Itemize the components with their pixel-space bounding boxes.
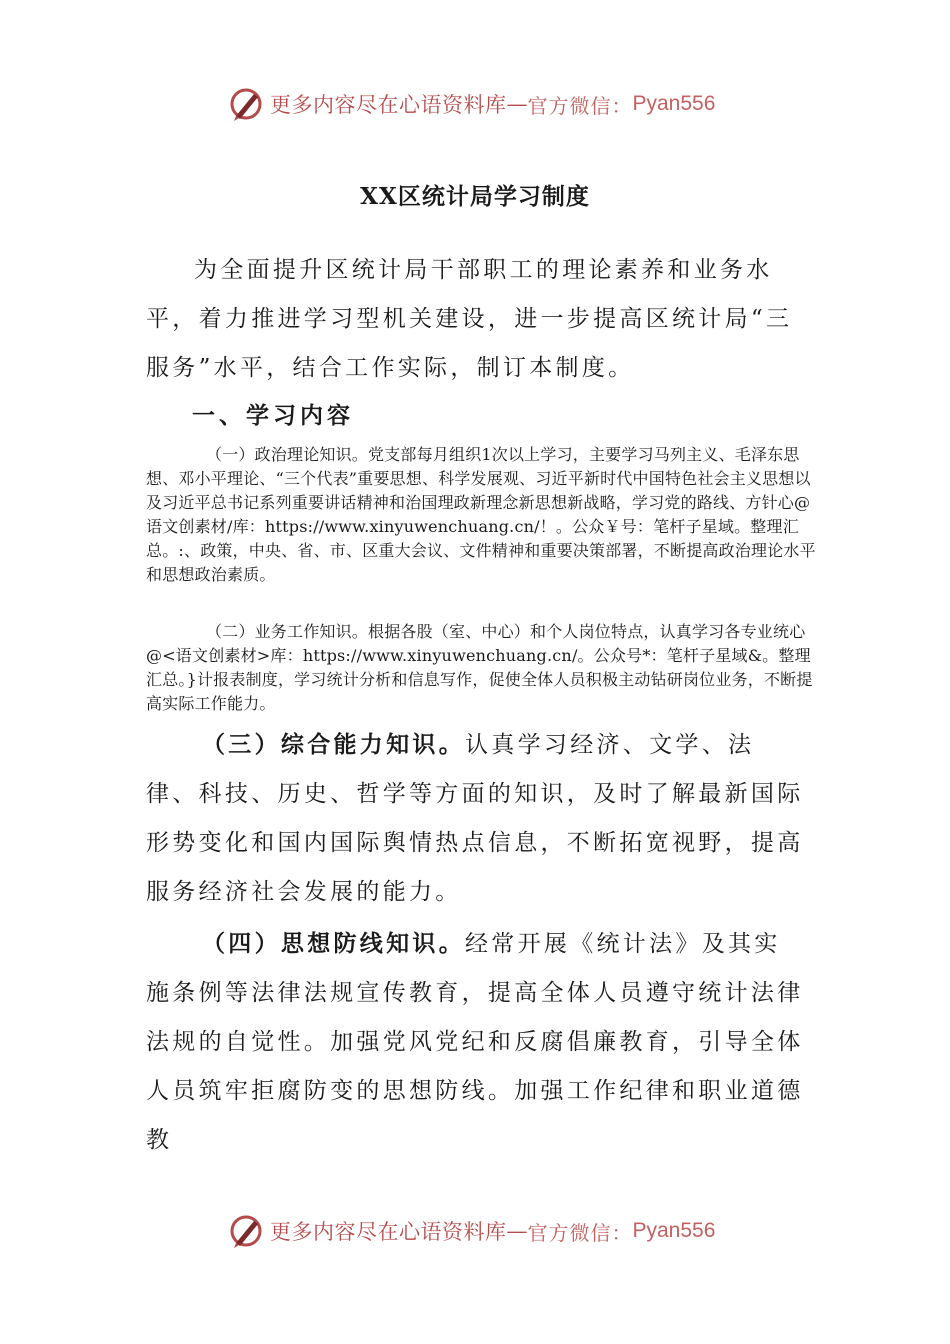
intro-paragraph: 为全面提升区统计局干部职工的理论素养和业务水平，着力推进学习型机关建设，进一步提高区统计局“三服务”水平，结合工作实际，制订本制度。 xyxy=(146,257,793,381)
pen-logo-icon xyxy=(228,86,264,122)
item-business-knowledge: （二）业务工作知识。根据各股（室、中心）和个人岗位特点，认真学习各专业统心@<语文创素材>库：https://www.xinyuwenchuang.cn/。公众号*：笔杆子星域&。整理汇总。}计报表制度，学习统计分析和信息写作，促使全体人员积极主动钻研岗位业务，不断提高实际工作能力。 xyxy=(146,622,813,713)
banner-wechat-label: 官方微信： xyxy=(527,1220,633,1245)
header-banner xyxy=(228,84,748,124)
banner-dash: — xyxy=(506,1219,528,1243)
banner-wechat-id: Pyan556 xyxy=(632,92,716,115)
item-label: （四）思想防线知识。 xyxy=(202,930,465,957)
item-ideological-defense xyxy=(146,919,806,1165)
pen-logo-icon xyxy=(228,1213,264,1249)
banner-wechat-id: Pyan556 xyxy=(632,1219,716,1242)
item-text: 认真学习经济、文学、法律、科技、历史、哲学等方面的知识，及时了解最新国际形势变化和国内国际舆情热点信息，不断拓宽视野，提高服务经济社会发展的能力。 xyxy=(146,732,804,905)
document-title: XX区统计局学习制度 xyxy=(360,183,590,210)
section-heading: 一、学习内容 xyxy=(192,402,354,429)
banner-text: 更多内容尽在心语资料库 xyxy=(270,1220,507,1244)
banner-text: 更多内容尽在心语资料库 xyxy=(270,93,507,117)
item-label: （三）综合能力知识。 xyxy=(202,731,465,758)
banner-dash: — xyxy=(506,92,528,116)
item-political-theory: （一）政治理论知识。党支部每月组织1次以上学习，主要学习马列主义、毛泽东思想、邓小平理论、“三个代表”重要思想、科学发展观、习近平新时代中国特色社会主义思想以及习近平总书记系列重要讲话精神和治国理政新理念新思想新战略，学习党的路线、方针心@语文创素材/库：https://www.xinyuwenchuang.cn/！。公众￥号：笔杆子星域。整理汇总。:、政策，中央、省、市、区重大会议、文件精神和重要决策部署，不断提高政治理论水平和思想政治素质。 xyxy=(146,445,816,584)
item-comprehensive-ability xyxy=(146,720,806,917)
banner-wechat-label: 官方微信： xyxy=(527,93,633,118)
footer-banner xyxy=(228,1211,748,1251)
item-text: 经常开展《统计法》及其实施条例等法律法规宣传教育，提高全体人员遵守统计法律法规的自觉性。加强党风党纪和反腐倡廉教育，引导全体人员筑牢拒腐防变的思想防线。加强工作纪律和职业道德教 xyxy=(146,931,804,1153)
